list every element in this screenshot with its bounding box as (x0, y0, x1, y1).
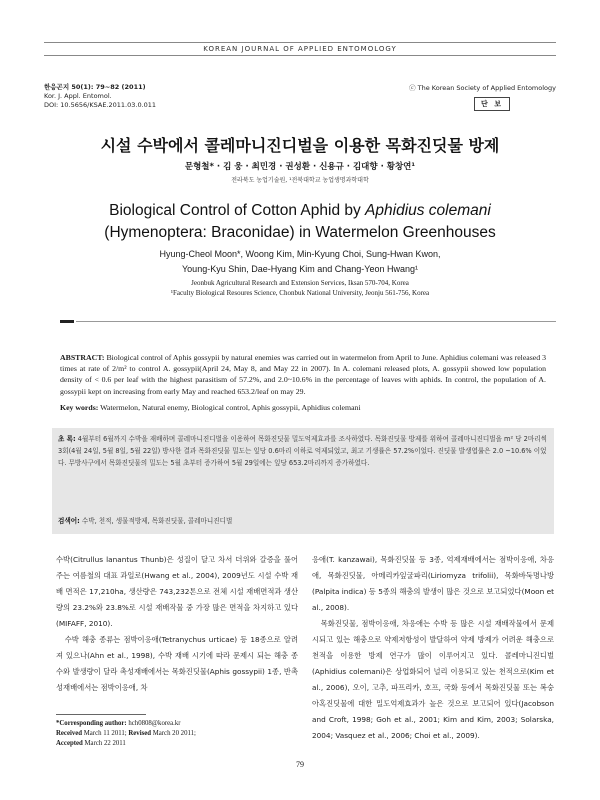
english-authors-line2: Young-Kyu Shin, Dae-Hyang Kim and Chang-Yeon Hwang¹ (182, 264, 418, 274)
doi: DOI: 10.5656/KSAE.2011.03.0.011 (44, 101, 157, 109)
english-title (40, 200, 560, 244)
divider-accent (60, 320, 74, 323)
korean-authors: 문형철* · 김 웅 · 최민경 · 권성환 · 신용규 · 김대향 · 황창연¹ (184, 162, 416, 172)
english-title-part1: Biological Control of Cotton Aphid by (109, 202, 366, 219)
english-affiliation (44, 278, 556, 298)
abstract (60, 352, 546, 397)
english-affiliation-line2: ¹Faculty Biological Resoures Science, Chonbuk National University, Jeonju 561-756, Korea (170, 289, 430, 297)
corresponding-email: hch0808@korea.kr (128, 720, 181, 727)
body-column-right (312, 552, 554, 744)
english-title-species: Aphidius colemani (365, 202, 491, 219)
korean-abstract-label: 초 록: (58, 435, 76, 443)
english-affiliation-line1: Jeonbuk Agricultural Research and Extension Services, Iksan 570-704, Korea (191, 279, 409, 287)
page-number: 79 (296, 760, 304, 769)
korean-keywords (58, 515, 548, 525)
abstract-label: ABSTRACT: (60, 353, 105, 362)
keywords-label: Key words: (60, 403, 99, 412)
english-authors-line1: Hyung-Cheol Moon*, Woong Kim, Min-Kyung Choi, Sung-Hwan Kwon, (159, 249, 441, 259)
citation-meta (44, 83, 156, 110)
revised-date: March 20 2011; (152, 730, 196, 737)
received-date: March 11 2011; (83, 730, 127, 737)
revised-label: Revised (128, 730, 152, 737)
keywords-text: Watermelon, Natural enemy, Biological control, Aphis gossypii, Aphidius colemani (100, 403, 361, 412)
body-paragraph: 수박 해충 종류는 점박이응애(Tetranychus urticae) 등 18종으로 알려져 있으나(Ahn et al., 1998), 수박 재배 시기에 따라 문제시 되는 해충 종수와 발생량이 달라 촉성재배에서는 목화진딧물(Aphis gossypii) 1종, 반촉성재배에서는 점박이응애, 차 (56, 635, 298, 692)
korean-title: 시설 수박에서 콜레마니진디벌을 이용한 목화진딧물 방제 (100, 136, 500, 155)
english-title-part2: (Hymenoptera: Braconidae) in Watermelon Greenhouses (104, 224, 496, 241)
received-label: Received (56, 730, 83, 737)
article-type-badge: 단 보 (474, 97, 510, 111)
journal-header: KOREAN JOURNAL OF APPLIED ENTOMOLOGY (44, 42, 556, 56)
body-paragraph: 수박(Citrullus lanantus Thunb)은 성질이 달고 차서 더위와 갈증을 풀어주는 여름철의 대표 과일로(Hwang et al., 2004), 2009년도 시설 수박 재배 면적은 17,210ha, 생산량은 743,232톤으로 전체 시설 재배면적과 생산량의 23.2%와 23.8%로 시설 재배작물 중 가장 많은 면적을 차지하고 있다(MIFAFF, 2010). (56, 555, 298, 628)
copyright: ⓒ The Korean Society of Applied Entomology (409, 84, 556, 92)
body-column-left (56, 552, 298, 696)
corresponding-label: *Corresponding author: (56, 720, 127, 727)
accepted-label: Accepted (56, 740, 83, 747)
footnote (56, 719, 298, 749)
english-authors (44, 247, 556, 277)
korean-abstract-text: 4월부터 6월까지 수박을 재배하며 콜레마니진디벌을 이용하여 목화진딧물 밀도억제효과를 조사하였다. 목화진딧물 방제를 위하여 콜레마니진디벌을 m² 당 2마리씩 3회(4월 24일, 5월 8일, 5월 22일) 방사한 결과 목화진딧물 밀도는 잎당 0.6마리 이하로 억제되었고, 최고 기생률은 57.2%이었다. 진딧물 발생엽률은 2.0 ~10.6% 이었다. 무방사구에서 목화진딧물의 밀도는 5월 초부터 증가하여 5월 29일에는 잎당 653.2마리까지 증가하였다. (58, 435, 547, 467)
keywords (60, 403, 546, 412)
abstract-text: Biological control of Aphis gossypii by natural enemies was carried out in watermelon from April to June. Aphidius colemani was released 3 times at rate of 2/m² to control A. gossypii(April 24, May 8, and May 22 in 2007). In A. colemani released plots, A. gossypii showed low population density of < 0.6 per leaf with the highest parasitism of 57.2%, and 2.0~10.6% in the percentage of leaves with aphids. In control, the population of A. gossypii kept on increasing from early May and reached 653.2/leaf on may 29. (60, 353, 546, 396)
citation-line: 한응곤지 50(1): 79~82 (2011) (44, 83, 146, 91)
korean-abstract (58, 433, 548, 469)
footnote-divider (56, 714, 146, 715)
accepted-date: March 22 2011 (84, 740, 126, 747)
body-paragraph: 응애(T. kanzawai), 목화진딧물 등 3종, 억제재배에서는 점박이응애, 차응애, 목화진딧물, 아메리카잎굴파리(Liriomyza trifolii), 목화바둑명나방(Palpita indica) 등 5종의 해충의 발생이 많은 것으로 보고되었다(Moon et al., 2008). (312, 555, 554, 612)
body-paragraph: 목화진딧물, 점박이응애, 차응애는 수박 등 많은 시설 재배작물에서 문제시되고 있는 해충으로 약제저항성이 발달하여 약제 방제가 어려운 해충으로 천적을 이용한 방제 연구가 많이 이루어지고 있다. 콜레마니진디벌(Aphidius colemani)은 상업화되어 널리 이용되고 있는 천적으로(Kim et al., 2006), 오이, 고추, 파프리카, 호프, 국화 등에서 목화진딧물 또는 복숭아혹진딧물에 대한 밀도억제효과가 높은 것으로 보고되어 있다(Jacobson and Croft, 1998; Goh et al., 2001; Kim and Kim, 2003; Solarska, 2004; Vasquez et al., 2006; Choi et al., 2009). (312, 619, 554, 740)
korean-keywords-label: 검색어: (58, 517, 80, 525)
journal-abbrev: Kor. J. Appl. Entomol. (44, 92, 112, 100)
divider (76, 321, 556, 322)
korean-affiliation: 전라북도 농업기술원, ¹전북대학교 농업생명과학대학 (231, 177, 369, 184)
korean-keywords-text: 수박, 천적, 생물적방제, 목화진딧물, 콜레마니진디벌 (81, 517, 233, 525)
